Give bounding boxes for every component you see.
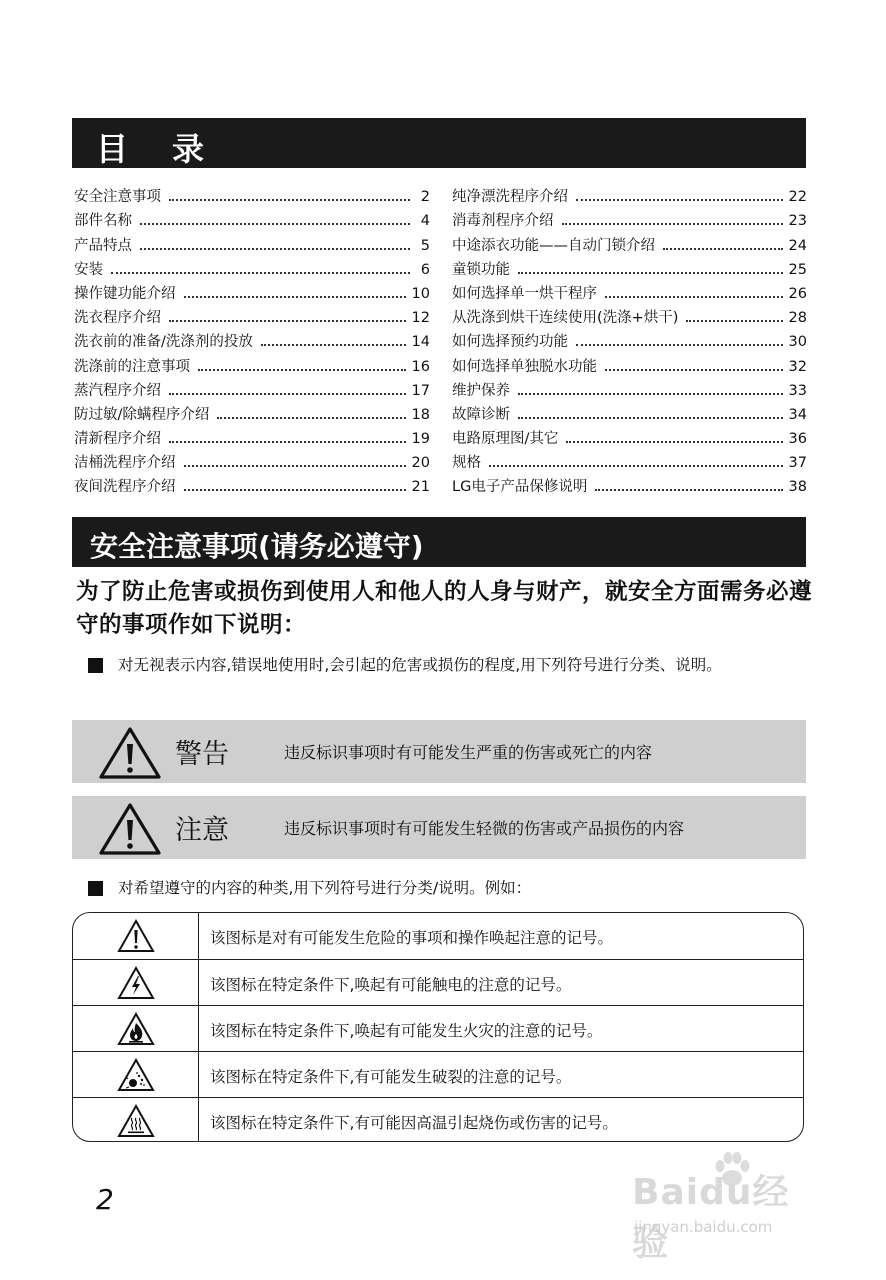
toc-entry-page: 38 <box>788 479 807 496</box>
toc-entry <box>452 473 807 497</box>
dot-leader <box>605 296 783 298</box>
toc-entry-page: 21 <box>411 479 430 496</box>
toc-entry-title: LG电子产品保修说明 <box>452 479 588 496</box>
toc-entry-title: 安装 <box>74 261 103 278</box>
toc-entry <box>452 280 807 304</box>
toc-entry-title: 部件名称 <box>74 213 132 230</box>
toc-entry-title: 洗衣前的准备/洗涤剂的投放 <box>74 334 253 351</box>
warning-level-box <box>72 720 806 783</box>
symbol-description: 该图标在特定条件下,有可能因高温引起烧伤或伤害的记号。 <box>210 1114 618 1132</box>
toc-entry <box>452 449 807 473</box>
symbol-description: 该图标在特定条件下,唤起有可能发生火灾的注意的记号。 <box>210 1022 603 1040</box>
toc-entry <box>452 425 807 449</box>
dot-leader <box>518 417 783 419</box>
toc-entry-title: 如何选择预约功能 <box>452 334 568 351</box>
toc-entry <box>452 304 807 328</box>
toc-entry-title: 童锁功能 <box>452 261 510 278</box>
toc-entry-page: 32 <box>788 358 807 375</box>
dot-leader <box>489 465 783 467</box>
table-row <box>73 1097 803 1142</box>
toc-entry <box>74 377 430 401</box>
explosion-icon <box>117 1058 155 1092</box>
table-row <box>73 1005 803 1051</box>
bullet-text: 对无视表示内容,错误地使用时,会引起的危害或损伤的程度,用下列符号进行分类、说明。 <box>118 656 722 674</box>
toc-entry-page: 2 <box>420 189 430 206</box>
watermark-logo: Baidu经验 <box>632 1172 790 1264</box>
toc-entry-title: 夜间洗程序介绍 <box>74 479 176 496</box>
dot-leader <box>663 248 783 250</box>
warning-triangle-icon <box>98 726 162 780</box>
toc-entry-page: 6 <box>420 261 430 278</box>
table-row <box>73 913 803 959</box>
toc-entry-page: 24 <box>788 237 807 254</box>
toc-entry-page: 14 <box>411 334 430 351</box>
safety-header-bar <box>72 517 806 567</box>
dot-leader <box>198 369 406 371</box>
dot-leader <box>169 441 406 443</box>
safety-intro: 为了防止危害或损伤到使用人和他人的人身与财产，就安全方面需务必遵守的事项作如下说明： <box>76 579 813 638</box>
exclamation-triangle-icon <box>117 919 155 953</box>
toc-entry-title: 纯净漂洗程序介绍 <box>452 189 568 206</box>
toc-entry <box>74 401 430 425</box>
toc-entry <box>452 231 807 255</box>
table-row <box>73 1051 803 1097</box>
toc-entry-title: 如何选择单独脱水功能 <box>452 358 597 375</box>
toc-left-column <box>74 183 430 497</box>
dot-leader <box>261 344 406 346</box>
toc-entry <box>74 425 430 449</box>
toc-entry-page: 22 <box>788 189 807 206</box>
caution-description: 违反标识事项时有可能发生轻微的伤害或产品损伤的内容 <box>284 819 685 838</box>
toc-right-column <box>452 183 807 497</box>
dot-leader <box>566 441 782 443</box>
warning-description: 违反标识事项时有可能发生严重的伤害或死亡的内容 <box>284 743 653 762</box>
safety-title: 安全注意事项(请务必遵守) <box>90 530 424 563</box>
toc-title: 目 录 <box>96 130 211 168</box>
dot-leader <box>169 393 406 395</box>
square-bullet-icon <box>88 658 103 673</box>
symbol-description: 该图标是对有可能发生危险的事项和操作唤起注意的记号。 <box>210 929 614 947</box>
dot-leader <box>184 296 406 298</box>
toc-entry <box>452 256 807 280</box>
toc-entry <box>74 304 430 328</box>
hot-surface-icon <box>117 1104 155 1138</box>
toc-entry <box>452 183 807 207</box>
toc-entry-title: 操作键功能介绍 <box>74 285 176 302</box>
dot-leader <box>140 248 410 250</box>
bullet-paragraph-levels <box>88 652 808 679</box>
dot-leader <box>169 199 410 201</box>
toc-entry-title: 洗涤前的注意事项 <box>74 358 190 375</box>
toc-entry <box>452 401 807 425</box>
dot-leader <box>576 344 783 346</box>
toc-entry <box>74 473 430 497</box>
symbol-description: 该图标在特定条件下,有可能发生破裂的注意的记号。 <box>210 1068 572 1086</box>
toc-entry-page: 30 <box>788 334 807 351</box>
dot-leader <box>518 272 783 274</box>
toc-entry-title: 蒸汽程序介绍 <box>74 382 161 399</box>
toc-entry-title: 清新程序介绍 <box>74 431 161 448</box>
fire-icon <box>117 1012 155 1046</box>
toc-entry <box>74 256 430 280</box>
toc-entry-title: 安全注意事项 <box>74 189 161 206</box>
toc-entry-page: 18 <box>411 406 430 423</box>
toc-entry-page: 5 <box>420 237 430 254</box>
dot-leader <box>605 369 783 371</box>
toc-entry <box>74 328 430 352</box>
toc-entry <box>452 377 807 401</box>
toc-entry-page: 23 <box>788 213 807 230</box>
square-bullet-icon <box>88 881 103 896</box>
symbol-table <box>72 912 804 1142</box>
toc-entry-page: 33 <box>788 382 807 399</box>
toc-entry-title: 规格 <box>452 455 481 472</box>
toc-entry-page: 17 <box>411 382 430 399</box>
toc-header-bar <box>72 118 806 168</box>
symbol-description: 该图标在特定条件下,唤起有可能触电的注意的记号。 <box>210 976 572 994</box>
toc-entry-title: 消毒剂程序介绍 <box>452 213 554 230</box>
bullet-paragraph-symbols <box>88 875 808 902</box>
toc-entry-page: 37 <box>788 455 807 472</box>
toc-entry-title: 电路原理图/其它 <box>452 431 559 448</box>
toc-entry-title: 故障诊断 <box>452 406 510 423</box>
caution-label: 注意 <box>175 815 229 846</box>
toc-entry-page: 19 <box>411 431 430 448</box>
dot-leader <box>140 223 410 225</box>
toc-entry-title: 从洗涤到烘干连续使用(洗涤+烘干) <box>452 310 679 327</box>
caution-level-box <box>72 796 806 859</box>
dot-leader <box>184 465 406 467</box>
toc-entry-page: 16 <box>411 358 430 375</box>
bullet-text: 对希望遵守的内容的种类,用下列符号进行分类/说明。例如： <box>118 879 532 897</box>
dot-leader <box>217 417 405 419</box>
baidu-watermark <box>620 1148 820 1264</box>
dot-leader <box>111 272 410 274</box>
toc-entry-page: 20 <box>411 455 430 472</box>
toc-entry-title: 维护保养 <box>452 382 510 399</box>
dot-leader <box>576 199 783 201</box>
electric-shock-icon <box>117 966 155 1000</box>
toc-entry-page: 28 <box>788 310 807 327</box>
dot-leader <box>169 320 406 322</box>
toc-entry-page: 10 <box>411 285 430 302</box>
dot-leader <box>518 393 783 395</box>
toc-entry-page: 26 <box>788 285 807 302</box>
watermark-url: jingyan.baidu.com <box>634 1218 773 1236</box>
toc-entry-title: 防过敏/除螨程序介绍 <box>74 406 210 423</box>
toc-entry <box>452 328 807 352</box>
toc-entry-title: 中途添衣功能——自动门锁介绍 <box>452 237 655 254</box>
toc-entry-page: 25 <box>788 261 807 278</box>
toc-entry <box>452 207 807 231</box>
dot-leader <box>184 489 406 491</box>
toc-entry <box>74 449 430 473</box>
toc-entry <box>74 183 430 207</box>
warning-triangle-icon <box>98 802 162 856</box>
toc-entry-title: 如何选择单一烘干程序 <box>452 285 597 302</box>
toc-entry <box>74 231 430 255</box>
toc-entry <box>74 207 430 231</box>
toc-entry-page: 4 <box>420 213 430 230</box>
dot-leader <box>595 489 782 491</box>
toc-entry <box>74 280 430 304</box>
page-number: 2 <box>96 1183 114 1216</box>
toc-entry-title: 洁桶洗程序介绍 <box>74 455 176 472</box>
toc-entry-page: 34 <box>788 406 807 423</box>
table-row <box>73 959 803 1005</box>
toc-entry-title: 洗衣程序介绍 <box>74 310 161 327</box>
toc-entry-title: 产品特点 <box>74 237 132 254</box>
toc-entry-page: 36 <box>788 431 807 448</box>
dot-leader <box>686 320 782 322</box>
dot-leader <box>562 223 783 225</box>
warning-label: 警告 <box>175 739 229 770</box>
toc-entry <box>74 352 430 376</box>
toc-entry-page: 12 <box>411 310 430 327</box>
toc-entry <box>452 352 807 376</box>
